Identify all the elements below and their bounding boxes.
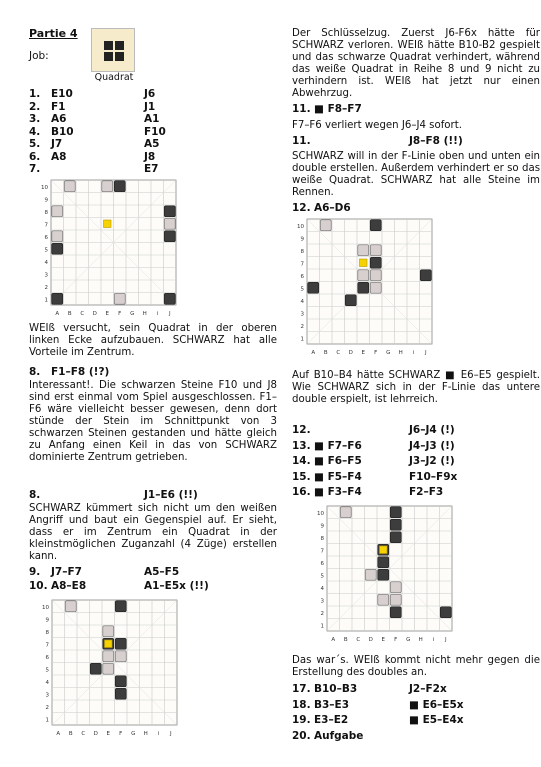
row-label: 8 (300, 248, 304, 255)
column-label: B (68, 731, 73, 737)
white-stone (340, 507, 351, 518)
column-label: E (106, 731, 110, 737)
column-label: H (142, 311, 147, 317)
move-number: 3. (29, 113, 41, 125)
column-label: F (118, 311, 122, 317)
center-marker (104, 220, 112, 228)
black-stone (164, 206, 175, 217)
row-label: 1 (45, 717, 49, 724)
column-label: C (80, 311, 85, 317)
row-label: 9 (45, 617, 49, 624)
row-label: 3 (45, 692, 49, 699)
column-label: B (67, 311, 72, 317)
row-label: 8 (44, 209, 48, 216)
commentary-key-move: Der Schlüsselzug. Zuerst J6-F6x hätte für SCHWARZ verloren. WEIß hätte B10-B2 gespielt und das schwarze Quadrat verhindert, während das weiße Quadrat in Reihe 8 und 9 nicht zu verhindern ist. WEIß hat jetzt nur einen Abwehrzug. (292, 28, 540, 99)
move-number: 17. (292, 683, 311, 695)
black-stone (115, 638, 126, 649)
column-label: J (168, 311, 171, 317)
row-label: 4 (45, 679, 49, 686)
move-number: 12. (292, 424, 311, 436)
move-black: J6 (144, 88, 156, 100)
black-stone (308, 282, 319, 293)
black-stone (114, 181, 125, 192)
column-label: J (424, 350, 427, 356)
row-label: 3 (320, 598, 324, 605)
column-label: J (444, 637, 447, 643)
black-stone (440, 607, 451, 618)
column-label: E (105, 311, 109, 317)
column-label: H (398, 350, 403, 356)
white-stone (378, 594, 389, 605)
move-number: 5. (29, 138, 41, 150)
white-stone (52, 231, 63, 242)
black-stone (52, 293, 63, 304)
row-label: 4 (44, 259, 48, 266)
column-label: D (93, 731, 98, 737)
row-label: 10 (297, 223, 304, 230)
white-stone (115, 651, 126, 662)
commentary-11b: SCHWARZ will in der F-Linie oben und unten ein double erstellen. Außerdem verhindert er so das weiße Quadrat. SCHWARZ hat alle Steine im Rennen. (292, 151, 540, 198)
row-label: 5 (300, 286, 304, 293)
commentary-12: Auf B10–B4 hätte SCHWARZ ■ E6–E5 gespielt. Wie SCHWARZ sich in der F-Linie das untere double erspielt, ist lehrreich. (292, 370, 540, 405)
black-stone (358, 282, 369, 293)
quadrat-logo-icon (91, 28, 135, 72)
row-label: 4 (300, 298, 304, 305)
white-stone (64, 181, 75, 192)
white-stone (358, 245, 369, 256)
move-white: ■ F5–F4 (314, 470, 362, 483)
column-label: J (169, 731, 172, 737)
commentary-11a: F7–F6 verliert wegen J6–J4 sofort. (292, 120, 462, 131)
black-stone (52, 243, 63, 254)
move-number: 14. (292, 455, 311, 467)
black-stone (345, 295, 356, 306)
black-stone (164, 231, 175, 242)
white-stone (390, 582, 401, 593)
move-black: ■ E6–E5x (409, 698, 464, 711)
black-stone (115, 676, 126, 687)
move-number: 16. (292, 486, 311, 498)
row-label: 8 (320, 535, 324, 542)
black-stone (390, 607, 401, 618)
black-stone (115, 688, 126, 699)
move-black: J3–J2 (!) (409, 455, 455, 467)
white-stone (370, 245, 381, 256)
row-label: 3 (300, 311, 304, 318)
move-white: A8 (51, 150, 67, 163)
move-white: B10 (51, 125, 74, 138)
black-stone (378, 569, 389, 580)
column-label: C (356, 637, 361, 643)
board-diagram-4 (313, 503, 463, 652)
column-label: G (406, 637, 411, 643)
white-stone (52, 206, 63, 217)
row-label: 6 (45, 654, 49, 661)
black-stone (115, 601, 126, 612)
black-stone (390, 532, 401, 543)
move-black: J1 (144, 100, 156, 113)
black-stone (390, 507, 401, 518)
row-label: 5 (44, 247, 48, 254)
row-label: 10 (317, 510, 324, 517)
move-number: 18. (292, 698, 311, 711)
move-white: E10 (51, 88, 73, 100)
white-stone (370, 282, 381, 293)
row-label: 4 (320, 585, 324, 592)
move-black: F2–F3 (409, 486, 444, 498)
move-white: ■ F7–F6 (314, 439, 362, 452)
row-label: 2 (45, 704, 49, 711)
white-stone (370, 270, 381, 281)
move-white: E3–E2 (314, 714, 349, 726)
white-stone (114, 293, 125, 304)
move-number: 1. (29, 88, 41, 100)
board-diagram-1 (37, 177, 189, 320)
row-label: 2 (320, 610, 324, 617)
white-stone (164, 218, 175, 229)
column-label: A (311, 350, 316, 356)
column-label: E (381, 637, 385, 643)
column-label: A (56, 731, 61, 737)
move-number: 15. (292, 470, 311, 483)
black-stone (420, 270, 431, 281)
move-white: B3–E3 (314, 698, 350, 711)
row-label: 8 (45, 629, 49, 636)
black-stone (164, 293, 175, 304)
row-label: 1 (44, 297, 48, 304)
row-label: 10 (42, 604, 49, 611)
move-number: 19. (292, 714, 311, 726)
column-label: G (386, 350, 391, 356)
move-black: F10–F9x (409, 470, 458, 483)
job-label: Job: (29, 50, 49, 62)
row-label: 6 (44, 234, 48, 241)
row-label: 10 (41, 184, 48, 191)
move-number: 7. (29, 163, 41, 175)
column-label: C (336, 350, 341, 356)
white-stone (103, 651, 114, 662)
move-white: B10–B3 (314, 683, 358, 695)
row-label: 1 (320, 623, 324, 630)
white-stone (103, 626, 114, 637)
row-label: 3 (44, 272, 48, 279)
column-label: G (131, 731, 136, 737)
black-stone (370, 220, 381, 231)
column-label: F (394, 637, 398, 643)
move-number: 6. (29, 150, 41, 163)
column-label: A (331, 637, 336, 643)
row-label: 9 (44, 197, 48, 204)
move-number: 20. (292, 729, 311, 742)
column-label: B (323, 350, 328, 356)
move-black: J6–J4 (!) (409, 424, 455, 436)
white-stone (358, 270, 369, 281)
row-label: 1 (300, 336, 304, 343)
column-label: F (374, 350, 378, 356)
commentary-j1-e6: SCHWARZ kümmert sich nicht um den weißen Angriff und baut ein Gegenspiel auf. Er sieht, dass er im Zentrum ein Quadrat in der kleinstmöglichen Zuganzahl (4 Züge) erstellen kann. (29, 503, 277, 562)
row-label: 2 (300, 323, 304, 330)
white-stone (320, 220, 331, 231)
column-label: C (81, 731, 86, 737)
move-black: E7 (144, 163, 159, 175)
center-marker (105, 640, 113, 648)
move-black: A5 (144, 138, 160, 150)
white-stone (65, 601, 76, 612)
column-label: G (130, 311, 135, 317)
column-label: F (119, 731, 123, 737)
row-label: 9 (300, 236, 304, 243)
column-label: D (92, 311, 97, 317)
move-number: 13. (292, 439, 311, 452)
board-diagram-3 (38, 597, 190, 746)
row-label: 9 (320, 523, 324, 530)
move-number: 2. (29, 100, 41, 113)
column-label: E (361, 350, 365, 356)
logo-label: Quadrat (94, 72, 134, 83)
column-label: D (348, 350, 353, 356)
row-label: 2 (44, 284, 48, 291)
row-label: 5 (320, 573, 324, 580)
column-label: i (432, 637, 435, 643)
board-diagram-2 (293, 216, 445, 360)
column-label: i (156, 311, 159, 317)
move-black: J4–J3 (!) (409, 439, 455, 452)
column-label: B (343, 637, 348, 643)
black-stone (390, 519, 401, 530)
commentary-end: Das war´s. WEIß kommt nicht mehr gegen die Erstellung des doubles an. (292, 655, 540, 678)
white-stone (365, 569, 376, 580)
commentary-f1-f8: Interessant!. Die schwarzen Steine F10 und J8 sind erst einmal vom Spiel ausgeschlossen. F1–F6 wäre vielleicht besser gewesen, denn dort stünde der Stein im Schnittpunkt von 3 schwarzen Steinen gestanden und hätte gleich zu Anfang einen Keil in das von SCHWARZ dominierte Zentrum getrieben. (29, 380, 277, 463)
move-black: ■ E5–E4x (409, 714, 464, 726)
white-stone (103, 663, 114, 674)
row-label: 7 (320, 548, 324, 555)
column-label: i (157, 731, 160, 737)
center-marker (380, 546, 388, 554)
row-label: 5 (45, 667, 49, 674)
move-black: F10 (144, 125, 166, 138)
column-label: D (368, 637, 373, 643)
move-white: Aufgabe (314, 729, 364, 742)
row-label: 7 (44, 222, 48, 229)
row-label: 7 (300, 261, 304, 268)
move-white: ■ F6–F5 (314, 455, 362, 467)
column-label: i (412, 350, 415, 356)
move-black: A1 (144, 113, 160, 125)
row-label: 6 (300, 273, 304, 280)
row-label: 7 (45, 642, 49, 649)
move-white: ■ F3–F4 (314, 486, 362, 498)
white-stone (102, 181, 113, 192)
black-stone (378, 557, 389, 568)
column-label: A (55, 311, 60, 317)
column-label: H (418, 637, 423, 643)
move-white: A6 (51, 113, 67, 125)
column-label: H (143, 731, 148, 737)
center-marker (360, 259, 368, 267)
black-stone (90, 663, 101, 674)
move-white: J7 (51, 138, 63, 150)
row-label: 6 (320, 560, 324, 567)
move-black: J2–F2x (409, 683, 447, 695)
black-stone (370, 257, 381, 268)
move-white: F1 (51, 100, 66, 113)
commentary-board1: WEIß versucht, sein Quadrat in der oberen linken Ecke aufzubauen. SCHWARZ hat alle Vorteile im Zentrum. (29, 323, 277, 358)
white-stone (390, 594, 401, 605)
page-title: Partie 4 (29, 27, 78, 40)
move-black: J8 (144, 150, 156, 163)
move-number: 4. (29, 125, 41, 138)
